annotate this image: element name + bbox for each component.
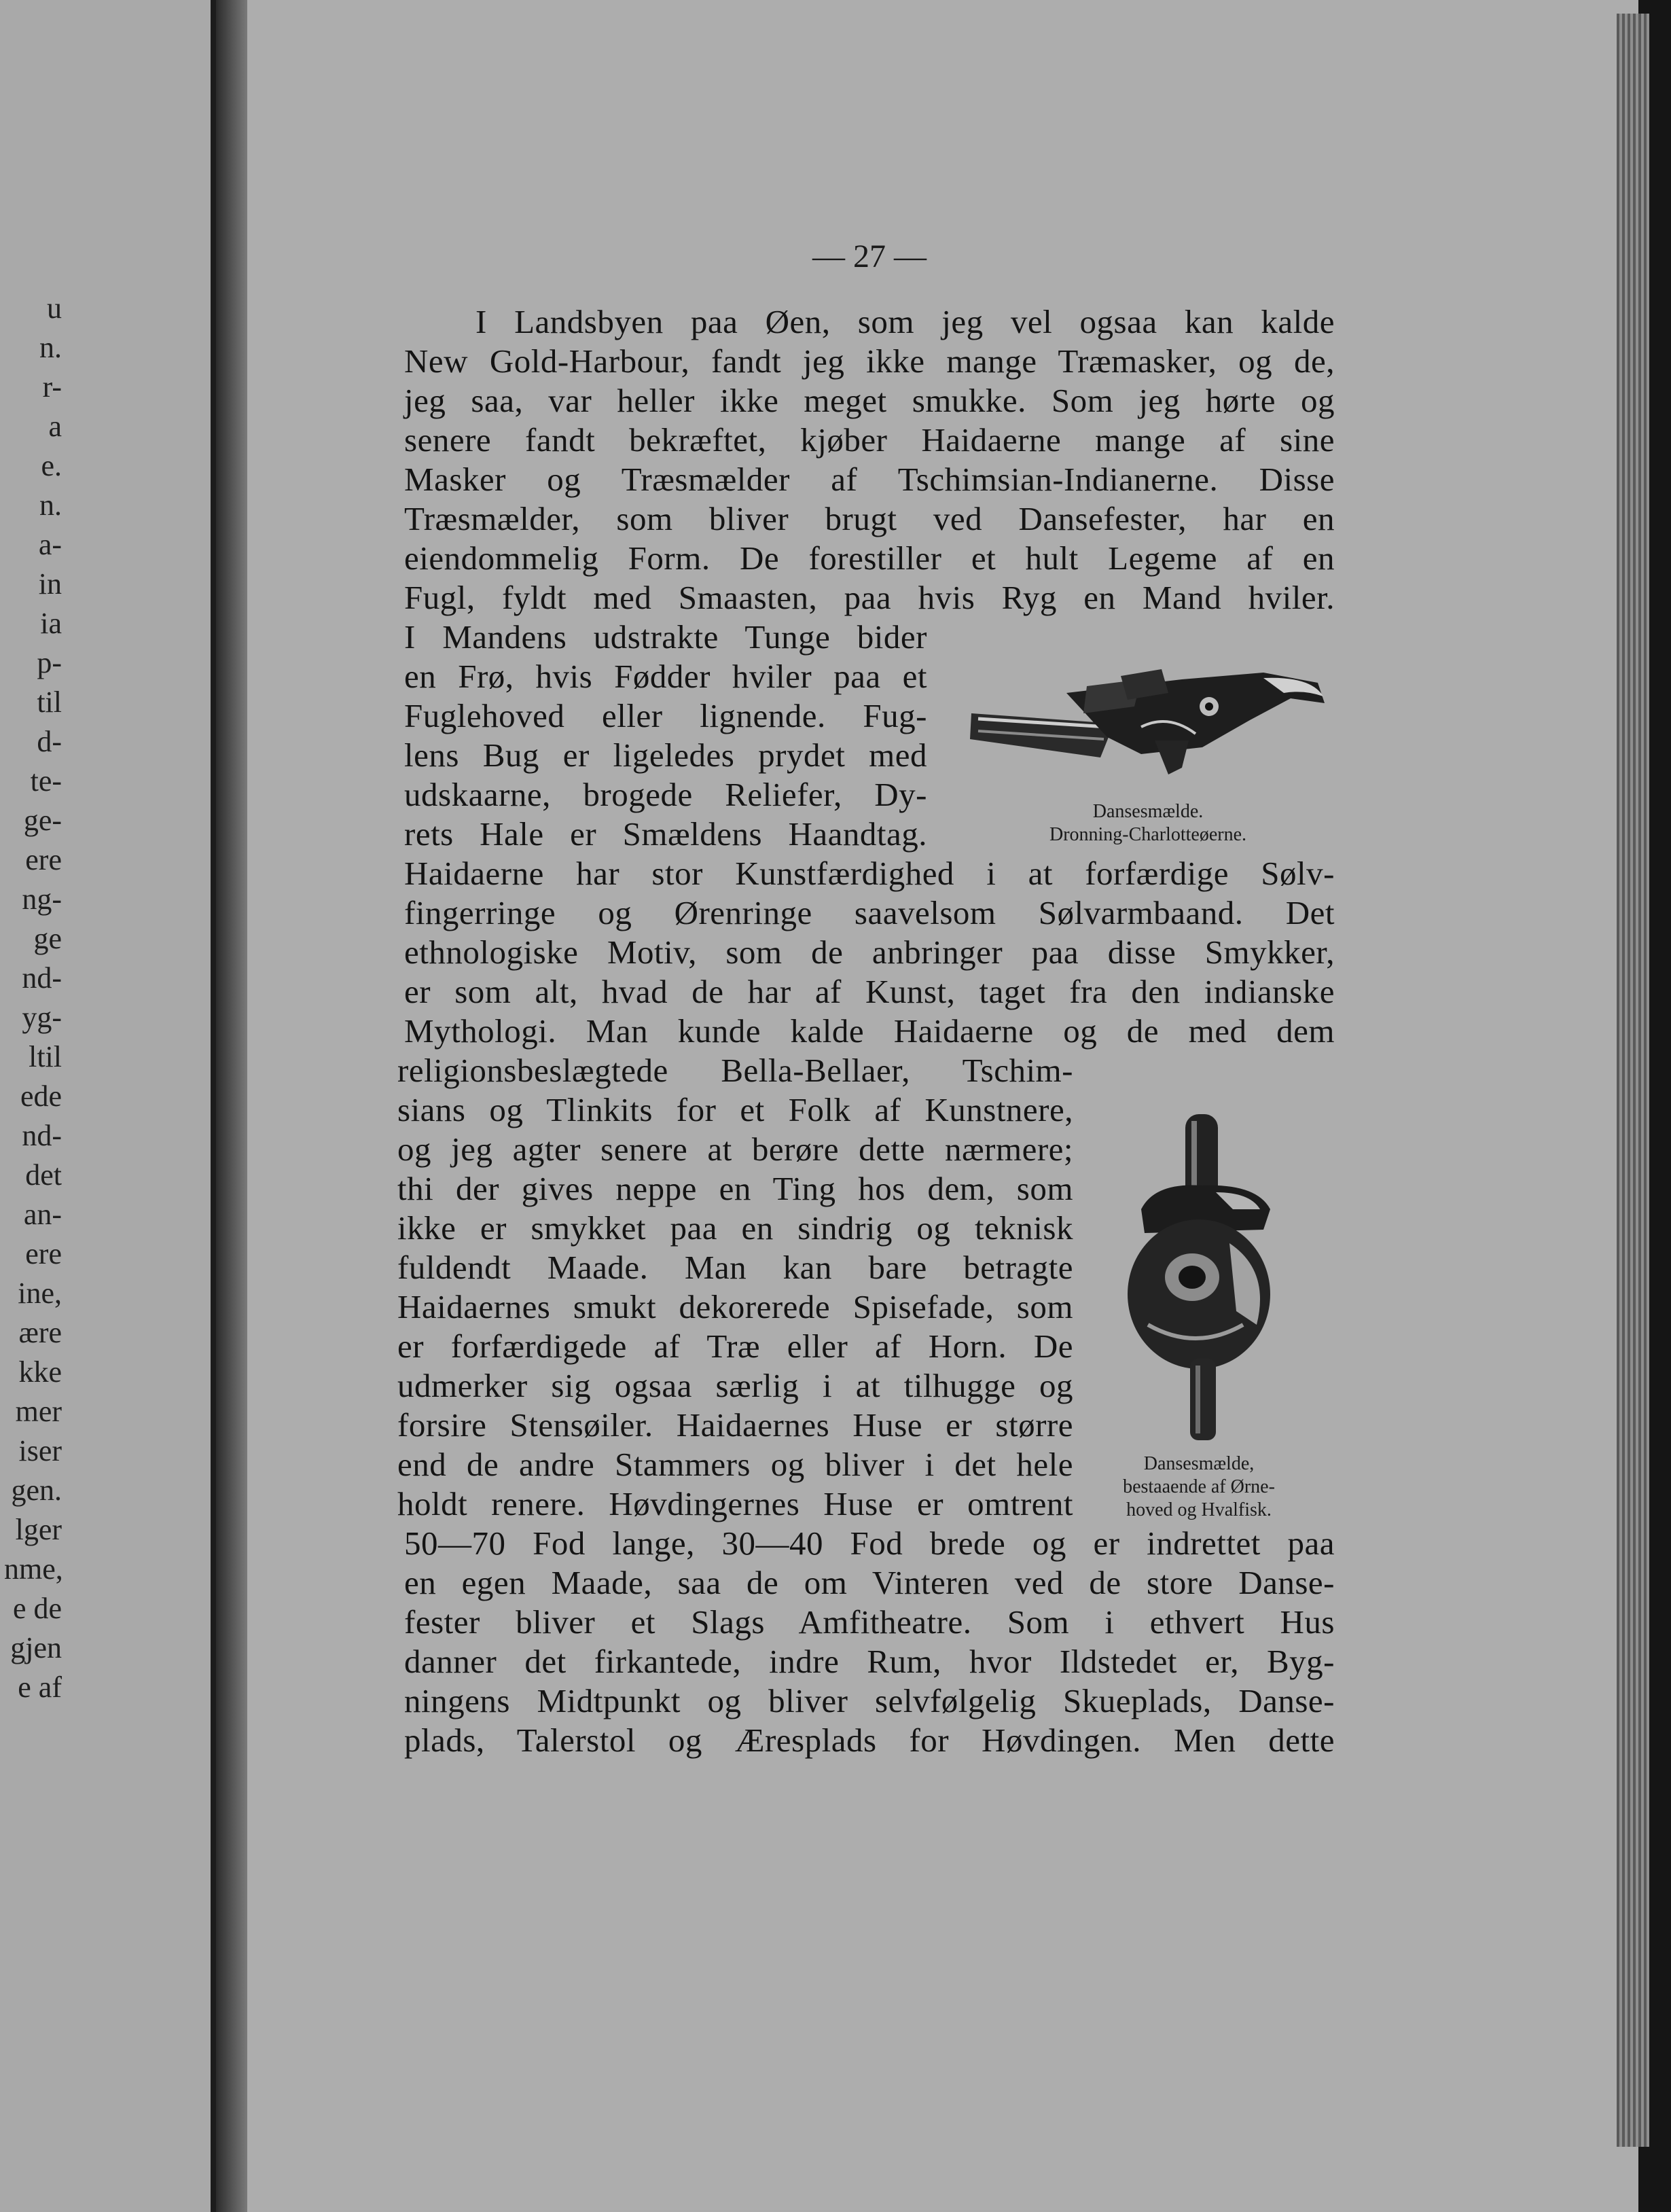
body-line: fuldendt Maade. Man kan bare betragte	[397, 1249, 1073, 1286]
body-line: ethnologiske Motiv, som de anbringer paa disse Smykker,	[404, 933, 1335, 971]
left-fragment: ine,	[18, 1277, 62, 1310]
body-line: Haidaerne har stor Kunstfærdighed i at forfærdige Sølv-	[404, 855, 1335, 892]
page-number: — 27 —	[812, 238, 927, 274]
left-fragment: e de	[12, 1592, 62, 1625]
page-stack-edge	[1617, 14, 1649, 2147]
left-fragment: nme,	[4, 1552, 63, 1586]
left-fragment: ge-	[23, 804, 62, 837]
left-fragment: ge	[33, 922, 62, 955]
body-line: I Mandens udstrakte Tunge bider	[404, 618, 927, 656]
body-line: lens Bug er ligeledes prydet med	[404, 736, 927, 774]
left-fragment: in	[38, 567, 62, 601]
left-fragment: mer	[15, 1395, 62, 1428]
body-line: plads, Talerstol og Æresplads for Høvdingen. Men dette	[404, 1722, 1335, 1759]
figure-caption: bestaaende af Ørne-	[1123, 1476, 1275, 1497]
body-line: ningens Midtpunkt og bliver selvfølgelig Skueplads, Danse-	[404, 1682, 1335, 1719]
body-line: Masker og Træsmælder af Tschimsian-Indianerne. Disse	[404, 461, 1335, 498]
body-line: fingerringe og Ørenringe saavelsom Sølvarmbaand. Det	[404, 894, 1335, 931]
left-fragment: a	[48, 410, 62, 443]
left-fragment: kke	[18, 1355, 62, 1389]
body-line: sians og Tlinkits for et Folk af Kunstnere,	[397, 1091, 1073, 1128]
left-fragment: nd-	[22, 1119, 62, 1152]
left-fragment: n.	[39, 488, 62, 522]
body-line: fester bliver et Slags Amfitheatre. Som i ethvert Hus	[404, 1603, 1335, 1641]
body-line: eiendommelig Form. De forestiller et hult Legeme af en	[404, 539, 1335, 577]
left-fragment: r-	[42, 370, 62, 404]
body-line: danner det firkantede, indre Rum, hvor Ildstedet er, Byg-	[404, 1643, 1335, 1680]
left-fragment: yg-	[22, 1001, 62, 1034]
left-fragment: ede	[20, 1080, 62, 1113]
body-line: holdt renere. Høvdingernes Huse er omtrent	[397, 1485, 1073, 1522]
body-line: end de andre Stammers og bliver i det hele	[397, 1446, 1073, 1483]
body-line: er som alt, hvad de har af Kunst, taget fra den indianske	[404, 973, 1335, 1010]
body-line: 50—70 Fod lange, 30—40 Fod brede og er indrettet paa	[404, 1524, 1335, 1562]
body-line: Haidaernes smukt dekorerede Spisefade, som	[397, 1288, 1073, 1325]
left-fragment: d-	[37, 725, 62, 758]
left-fragment: gjen	[10, 1631, 62, 1664]
left-fragment: lger	[15, 1513, 62, 1546]
body-line: er forfærdigede af Træ eller af Horn. De	[397, 1327, 1073, 1365]
left-fragment: det	[25, 1158, 62, 1192]
body-line: ikke er smykket paa en sindrig og teknisk	[397, 1209, 1073, 1247]
figure-caption: Dansesmælde.	[1092, 801, 1204, 822]
left-page	[0, 0, 216, 2212]
body-line: Træsmælder, som bliver brugt ved Dansefester, har en	[404, 500, 1335, 537]
body-line: Fugl, fyldt med Smaasten, paa hvis Ryg en Mand hviler.	[404, 579, 1335, 616]
body-line: Mythologi. Man kunde kalde Haidaerne og de med dem	[404, 1012, 1335, 1050]
body-line: I Landsbyen paa Øen, som jeg vel ogsaa kan kalde	[475, 303, 1335, 340]
left-fragment: u	[47, 291, 62, 325]
left-fragment: ng-	[22, 882, 62, 916]
left-fragment: n.	[39, 331, 62, 364]
left-fragment: iser	[18, 1434, 62, 1467]
body-line: en egen Maade, saa de om Vinteren ved de store Danse-	[404, 1564, 1335, 1601]
left-fragment: ere	[25, 843, 62, 876]
body-line: senere fandt bekræftet, kjøber Haidaerne mange af sine	[404, 421, 1335, 459]
left-fragment: p-	[37, 646, 62, 679]
body-line: Fuglehoved eller lignende. Fug-	[404, 697, 927, 734]
body-line: rets Hale er Smældens Haandtag.	[404, 815, 927, 853]
left-fragment: e af	[18, 1671, 62, 1704]
body-line: og jeg agter senere at berøre dette nærmere;	[397, 1130, 1073, 1168]
left-fragment: til	[37, 685, 62, 719]
body-line: udskaarne, brogede Reliefer, Dy-	[404, 776, 927, 813]
left-fragment: an-	[23, 1198, 62, 1231]
body-line: religionsbeslægtede Bella-Bellaer, Tschim-	[397, 1052, 1073, 1089]
left-fragment: a-	[38, 528, 62, 561]
book-gutter	[216, 0, 247, 2212]
left-fragment: gen.	[11, 1474, 62, 1507]
body-line: forsire Stensøiler. Haidaernes Huse er større	[397, 1406, 1073, 1444]
dance-rattle-illustration-2	[1114, 1107, 1291, 1447]
figure-caption: hoved og Hvalfisk.	[1126, 1499, 1272, 1520]
left-fragment: ere	[25, 1237, 62, 1270]
left-fragment: nd-	[22, 961, 62, 995]
left-fragment: ltil	[29, 1040, 62, 1073]
left-fragment: e.	[41, 449, 62, 482]
left-fragment: ære	[18, 1316, 62, 1349]
figure-caption: Dronning-Charlotteøerne.	[1049, 824, 1247, 845]
dance-rattle-illustration-1	[965, 666, 1331, 795]
body-line: en Frø, hvis Fødder hviler paa et	[404, 658, 927, 695]
body-line: New Gold-Harbour, fandt jeg ikke mange Træmasker, og de,	[404, 342, 1335, 380]
body-line: thi der gives neppe en Ting hos dem, som	[397, 1170, 1073, 1207]
body-line: jeg saa, var heller ikke meget smukke. Som jeg hørte og	[404, 382, 1335, 419]
left-fragment: te-	[30, 764, 62, 798]
body-line: udmerker sig ogsaa særlig i at tilhugge og	[397, 1367, 1073, 1404]
figure-caption: Dansesmælde,	[1143, 1453, 1255, 1474]
left-page-edge	[211, 0, 216, 2212]
left-fragment: ia	[40, 607, 62, 640]
